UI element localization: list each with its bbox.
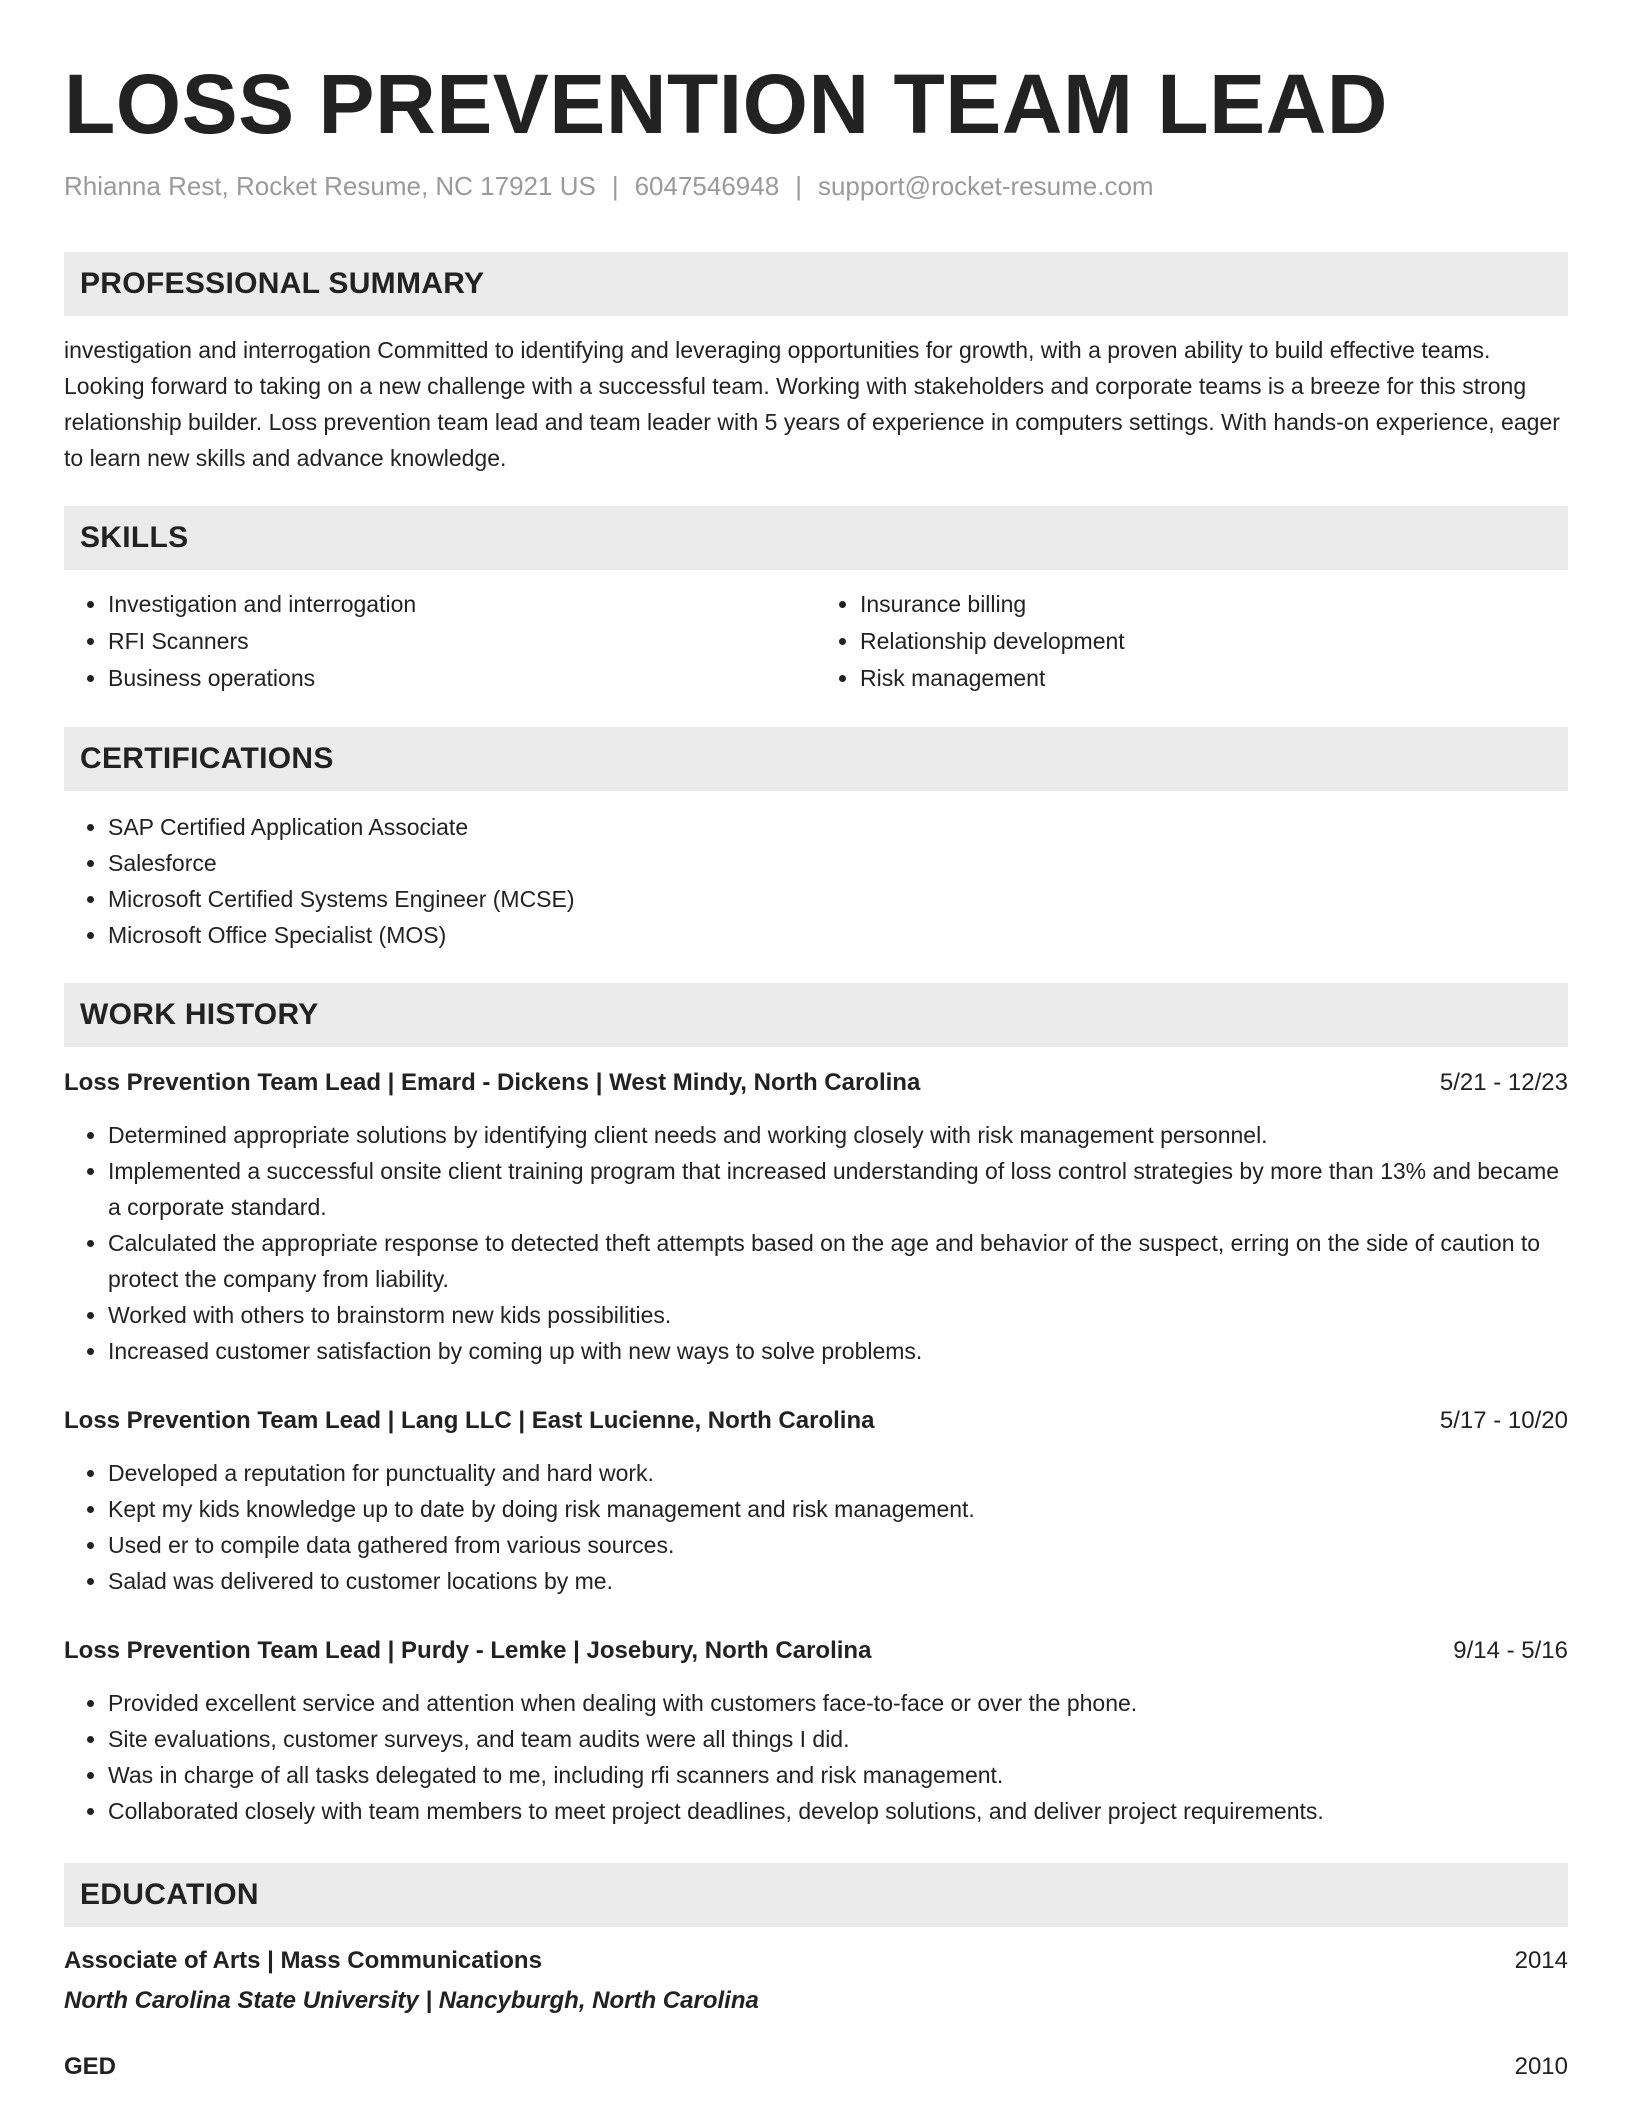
education-header	[64, 2049, 1568, 2085]
education-degree: Associate of Arts | Mass Communications	[64, 1947, 542, 1974]
job-bullet: • Implemented a successful onsite client training program that increased understanding of loss control strategies by more than 13% and became a corporate standard.	[108, 1153, 1568, 1225]
job-bullet: • Used er to compile data gathered from various sources.	[108, 1527, 1568, 1563]
job-title: Loss Prevention Team Lead | Purdy - Lemke | Josebury, North Carolina	[64, 1637, 872, 1664]
job-entry	[64, 1065, 1568, 1369]
job-entry	[64, 1633, 1568, 1829]
job-bullet: • Developed a reputation for punctuality and hard work.	[108, 1455, 1568, 1491]
skills-grid	[64, 586, 1568, 697]
job-bullets	[64, 1685, 1568, 1829]
job-bullets	[64, 1455, 1568, 1599]
job-header	[64, 1633, 1568, 1669]
education-year: 2014	[1514, 1947, 1568, 1974]
certification-item: • Microsoft Certified Systems Engineer (MCSE)	[108, 881, 1568, 917]
skill-item: • Investigation and interrogation	[108, 586, 816, 623]
resume-title: LOSS PREVENTION TEAM LEAD	[64, 57, 1388, 151]
education-degree: GED	[64, 2053, 117, 2080]
job-bullet: • Worked with others to brainstorm new kids possibilities.	[108, 1297, 1568, 1333]
contact-address: Rhianna Rest, Rocket Resume, NC 17921 US	[64, 171, 596, 201]
job-bullet: • Provided excellent service and attention when dealing with customers face-to-face or over the phone.	[108, 1685, 1568, 1721]
job-bullet: • Site evaluations, customer surveys, and team audits were all things I did.	[108, 1721, 1568, 1757]
skills-list-left	[64, 586, 816, 697]
job-dates: 9/14 - 5/16	[1453, 1637, 1568, 1664]
contact-phone: 6047546948	[634, 171, 780, 201]
job-bullet: • Determined appropriate solutions by identifying client needs and working closely with risk management personnel.	[108, 1117, 1568, 1153]
job-title: Loss Prevention Team Lead | Emard - Dickens | West Mindy, North Carolina	[64, 1069, 921, 1096]
skills-list-right	[816, 586, 1568, 697]
certification-item: • Microsoft Office Specialist (MOS)	[108, 917, 1568, 953]
job-bullet: • Calculated the appropriate response to detected theft attempts based on the age and behavior of the suspect, erring on the side of caution to protect the company from liability.	[108, 1225, 1568, 1297]
section-heading-work-history: WORK HISTORY	[64, 983, 1568, 1047]
skill-item: • Insurance billing	[860, 586, 1568, 623]
summary-text: investigation and interrogation Committed to identifying and leveraging opportunities for growth, with a proven ability to build effective teams. Looking forward to taking on a new challenge with a successful team. Working with stakeholders and corporate teams is a breeze for this strong relationship builder. Loss prevention team lead and team leader with 5 years of experience in computers settings. With hands-on experience, eager to learn new skills and advance knowledge.	[64, 337, 1560, 471]
certifications-list	[64, 809, 1568, 953]
job-dates: 5/17 - 10/20	[1439, 1407, 1568, 1434]
section-heading-education: EDUCATION	[64, 1863, 1568, 1927]
job-bullet: • Salad was delivered to customer locations by me.	[108, 1563, 1568, 1599]
section-heading-certifications: CERTIFICATIONS	[64, 727, 1568, 791]
contact-separator: |	[611, 171, 619, 201]
certification-item: • SAP Certified Application Associate	[108, 809, 1568, 845]
skill-item: • Business operations	[108, 660, 816, 697]
job-title: Loss Prevention Team Lead | Lang LLC | East Lucienne, North Carolina	[64, 1407, 875, 1434]
job-header	[64, 1403, 1568, 1439]
skill-item: • RFI Scanners	[108, 623, 816, 660]
job-bullet: • Kept my kids knowledge up to date by doing risk management and risk management.	[108, 1491, 1568, 1527]
job-header	[64, 1065, 1568, 1101]
resume-page	[64, 0, 1568, 2085]
education-header	[64, 1943, 1568, 1979]
contact-line	[64, 168, 1568, 204]
job-bullet: • Increased customer satisfaction by coming up with new ways to solve problems.	[108, 1333, 1568, 1369]
contact-separator: |	[795, 171, 802, 201]
job-bullets	[64, 1117, 1568, 1369]
contact-email: support@rocket-resume.com	[817, 171, 1154, 201]
section-heading-skills: SKILLS	[64, 506, 1568, 570]
education-entry	[64, 1943, 1568, 2019]
job-bullet: • Was in charge of all tasks delegated to me, including rfi scanners and risk management.	[108, 1757, 1568, 1793]
section-heading-summary: PROFESSIONAL SUMMARY	[64, 252, 1568, 316]
job-entry	[64, 1403, 1568, 1599]
certification-item: • Salesforce	[108, 845, 1568, 881]
education-year: 2010	[1514, 2053, 1568, 2080]
education-entry	[64, 2049, 1568, 2085]
job-bullet: • Collaborated closely with team members to meet project deadlines, develop solutions, and deliver project requirements.	[108, 1793, 1568, 1829]
education-school: North Carolina State University | Nancyburgh, North Carolina	[64, 1987, 759, 2014]
skill-item: • Risk management	[860, 660, 1568, 697]
skill-item: • Relationship development	[860, 623, 1568, 660]
job-dates: 5/21 - 12/23	[1439, 1069, 1568, 1096]
